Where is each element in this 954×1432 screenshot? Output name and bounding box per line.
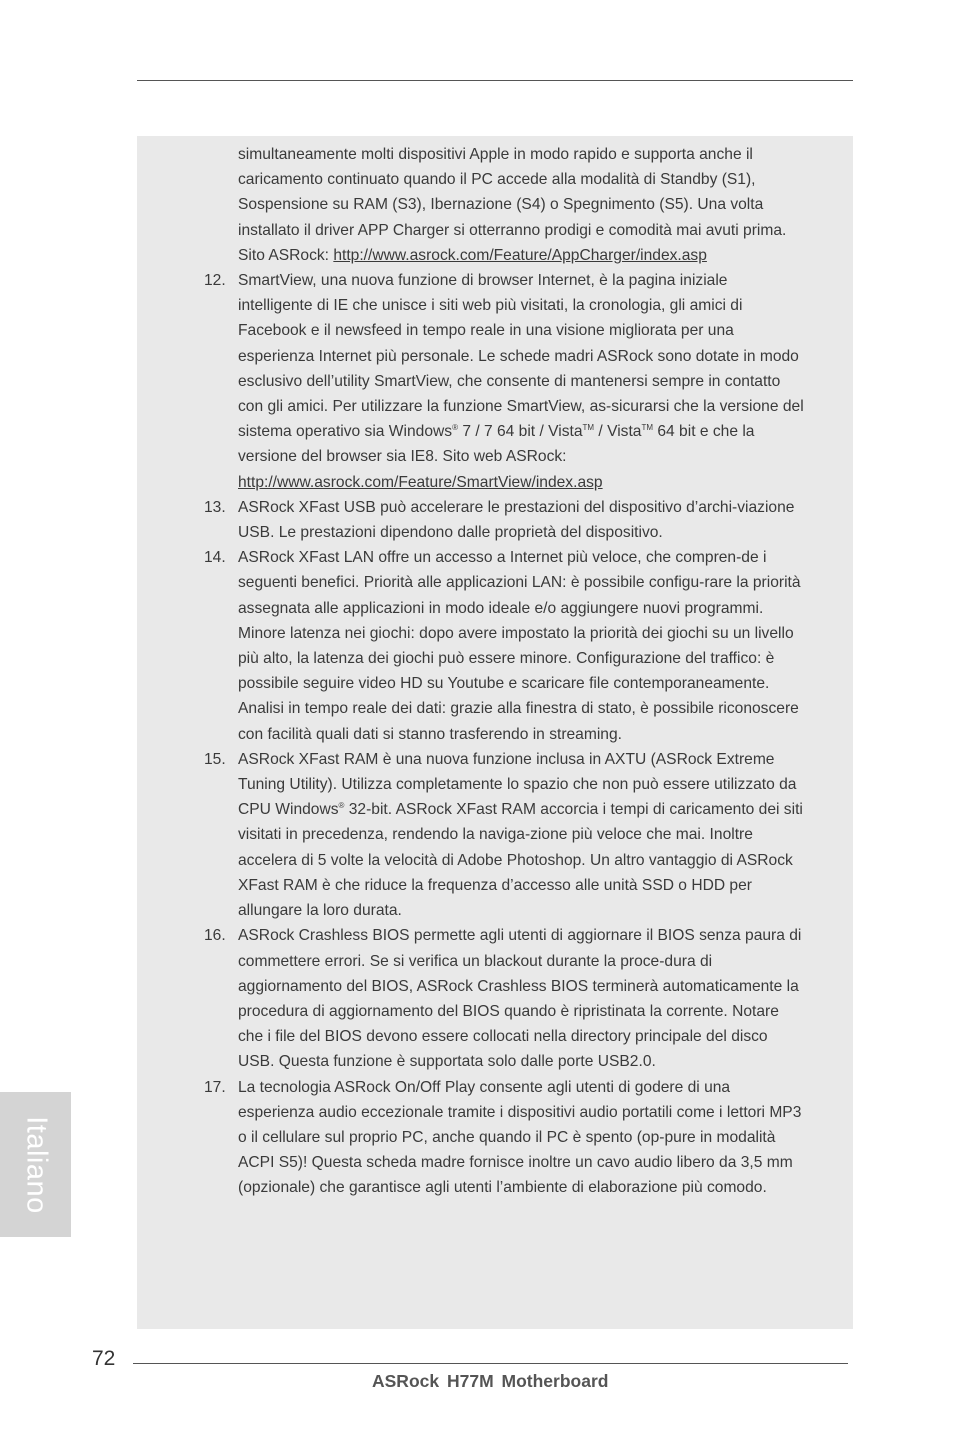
item-number: 15. — [204, 750, 226, 768]
footer-rule — [133, 1363, 848, 1364]
language-label: Italiano — [20, 1115, 52, 1214]
header-rule — [137, 80, 853, 81]
list-item-17: 17. La tecnologia ASRock On/Off Play consente agli utenti di godere di una esperienza audio eccezionale tramite i dispositivi audio portatili come i lettori MP3 o il cellulare sul proprio PC, anche quando il PC è spento (op-pure in modalità ACPI S5)! Questa scheda madre fornisce inoltre un cavo audio libero da 3,5 mm (opzionale) che garantisce agli utenti l’ambiente di elaborazione più comodo. — [204, 1075, 804, 1201]
appcharger-link[interactable]: http://www.asrock.com/Feature/AppCharger/index.asp — [333, 246, 707, 264]
list-item-15: 15. ASRock XFast RAM è una nuova funzione inclusa in AXTU (ASRock Extreme Tuning Utility). Utilizza completamente lo spazio che non può essere utilizzato da CPU Windows® 32-bit. ASRock XFast RAM accorcia i tempi di caricamento dei siti visitati in precedenza, rendendo la naviga-zione più veloce che mai. Inoltre accelera di 5 volte la velocità di Adobe Photoshop. Un altro vantaggio di ASRock XFast RAM è che riduce la frequenza d’accesso alle unità SSD o HDD per allungare la loro durata. — [204, 747, 804, 923]
page-number: 72 — [92, 1347, 116, 1370]
intro-site-label: Sito ASRock: — [238, 246, 334, 264]
list-item-14: 14. ASRock XFast LAN offre un accesso a Internet più veloce, che compren-de i seguenti benefici. Priorità alle applicazioni LAN: è possibile configu-rare la priorità assegnata alle applicazioni in modo ideale e/o aggiungere nuovi programmi. Minore latenza nei giochi: dopo avere impostato la priorità dei giochi su un livello più alto, la latenza dei giochi può essere minore. Configurazione del traffico: è possibile seguire video HD su Youtube e scaricare file contemporaneamente. Analisi in tempo reale dei dati: grazie alla finestra di stato, è possibile riconoscere con facilità quali dati si stanno trasferendo in streaming. — [204, 545, 804, 747]
item-number: 12. — [204, 272, 226, 290]
list-item-16: 16. ASRock Crashless BIOS permette agli utenti di aggiornare il BIOS senza paura di commettere errori. Se si verifica un blackout durante la proce-dura di aggiornamento del BIOS, ASRock Crashless BIOS terminerà automaticamente la procedura di aggiornamento del BIOS quando è ripristinata la corrente. Notare che i file del BIOS devono essere collocati nella directory principale del disco USB. Questa funzione è supportata solo dalle porte USB2.0. — [204, 923, 804, 1074]
item-number: 17. — [204, 1078, 226, 1096]
feature-list — [204, 142, 804, 1201]
language-side-tab — [0, 1092, 71, 1237]
item-number: 16. — [204, 927, 226, 945]
item-number: 13. — [204, 498, 226, 516]
item-number: 14. — [204, 549, 226, 567]
footer-title: ASRock H77M Motherboard — [372, 1371, 609, 1391]
list-item-12: 12. SmartView, una nuova funzione di browser Internet, è la pagina iniziale intelligente di IE che unisce i siti web più visitati, la cronologia, gli amici di Facebook e il newsfeed in tempo reale in una visione migliorata per una esperienza Internet più personale. Le schede madri ASRock sono dotate in modo esclusivo dell’utility SmartView, che consente di mantenersi sempre in contatto con gli amici. Per utilizzare la funzione SmartView, as-sicurarsi che la versione del sistema operativo sia Windows® 7 / 7 64 bit / Vista™ / Vista™ 64 bit e che la versione del browser sia IE8. Sito web ASRock: http://www.asrock.com/Feature/SmartView/index.asp — [204, 268, 804, 495]
intro-text: simultaneamente molti dispositivi Apple in modo rapido e supporta anche il caricamento continuato quando il PC accede alla modalità di Standby (S1), Sospensione su RAM (S3), Ibernazione (S4) o Spegnimento (S5). Una volta installato il driver APP Charger si otterranno prodigi e comodità mai avuti prima. — [238, 146, 787, 239]
list-item-13: 13. ASRock XFast USB può accelerare le prestazioni del dispositivo d’archi-viazione USB. Le prestazioni dipendono dalle proprietà del dispositivo. — [204, 495, 804, 545]
smartview-link[interactable]: http://www.asrock.com/Feature/SmartView/index.asp — [238, 473, 603, 491]
intro-paragraph — [204, 142, 804, 268]
